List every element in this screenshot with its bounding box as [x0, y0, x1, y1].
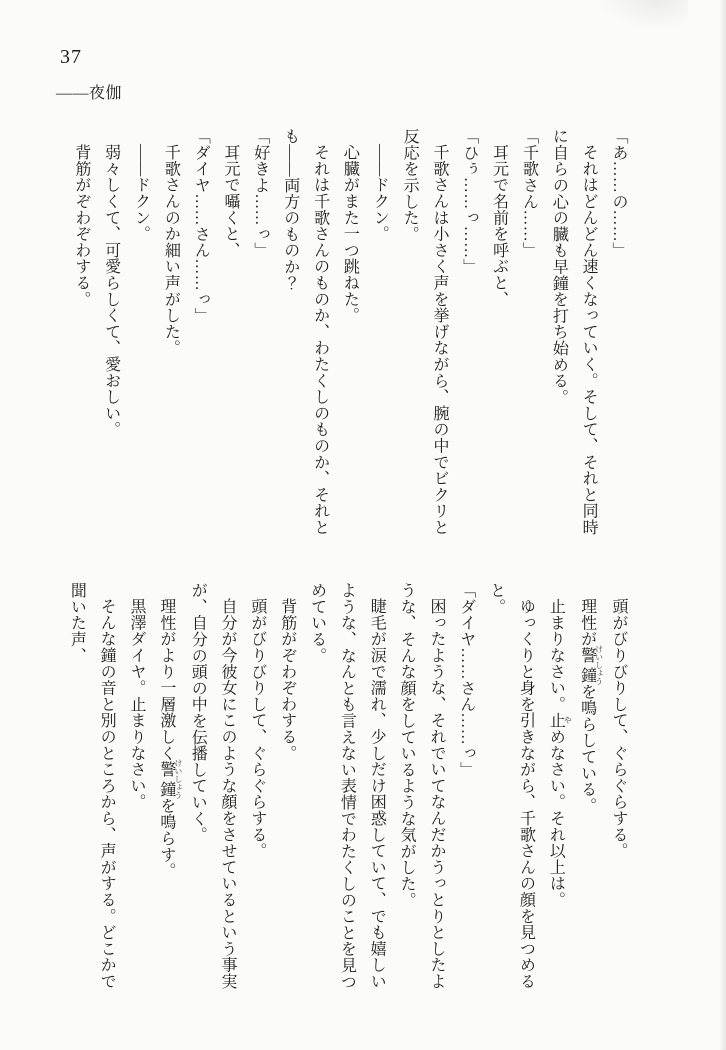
- narration-paragraph: 背筋がぞわぞわする。: [72, 144, 90, 307]
- narration-paragraph: 理性が警鐘 けいしょうを鳴らしている。: [578, 598, 604, 814]
- narration-paragraph: 耳元で名前を呼ぶと、: [490, 144, 508, 307]
- chapter-running-title: ——夜伽: [56, 85, 123, 102]
- narration-paragraph: 睫毛が涙で濡れ、少しだけ困惑していて、でも嬉しいような、なんとも言えない表情でわたくしのことを見つめている。: [308, 582, 386, 990]
- furigana-ruby: 警鐘 けいしょう: [157, 759, 183, 800]
- furigana-ruby: 止 や: [547, 712, 573, 729]
- narration-paragraph: 止まりなさい。止 やめなさい。それ以上は。: [547, 598, 573, 908]
- narration-paragraph: 背筋がぞわぞわする。: [278, 598, 296, 761]
- text-band-lower: [66, 582, 633, 994]
- dialogue-paragraph: 「ダイヤ……さん……っ」: [457, 582, 475, 778]
- narration-paragraph: 理性がより一層激しく警鐘 けいしょうを鳴らす。: [157, 598, 183, 879]
- dialogue-paragraph: 「ダイヤ……さん……っ」: [192, 128, 210, 324]
- dialogue-paragraph: 「ひぅ……っ……」: [460, 128, 478, 275]
- scan-smudge-artifact: [598, 0, 688, 30]
- dialogue-paragraph: 「あ……の……」: [610, 128, 627, 259]
- dialogue-paragraph: 「千歌さん……」: [520, 128, 538, 259]
- narration-paragraph: それはどんどん速くなっていく。そして、それと同時に自らの心の臓も早鐘を打ち始める。: [550, 128, 598, 536]
- narration-paragraph: 頭がびりびりして、ぐらぐらする。: [248, 598, 266, 859]
- narration-paragraph: 黒澤ダイヤ。止まりなさい。: [128, 598, 145, 810]
- page-number: 37: [60, 46, 82, 68]
- narration-paragraph: そんな鐘の音と別のところから、声がする。どこかで聞いた声、: [68, 582, 116, 990]
- narration-paragraph: 耳元で囁くと、: [222, 144, 240, 259]
- narration-paragraph: 千歌さんのか細い声がした。: [162, 144, 180, 356]
- scan-edge-artifact: [719, 0, 726, 1050]
- dialogue-paragraph: 「好きよ……っ」: [251, 128, 269, 259]
- narration-paragraph: 心臓がまた一つ跳ねた。: [341, 144, 359, 324]
- narration-paragraph: 自分が今彼女にこのような顔をさせているという事実が、自分の頭の中を伝播していく。: [189, 582, 237, 990]
- text-band-upper: [66, 128, 633, 540]
- narration-paragraph: 頭がびりびりして、ぐらぐらする。: [610, 598, 627, 859]
- narration-paragraph: ——ドクン。: [132, 144, 150, 242]
- narration-paragraph: 千歌さんは小さく声を挙げながら、腕の中でビクリと反応を示した。: [401, 128, 448, 536]
- narration-paragraph: ゆっくりと身を引きながら、千歌さんの顔を見つめると。: [487, 582, 535, 990]
- narration-paragraph: ——ドクン。: [371, 144, 389, 242]
- furigana-ruby: 警鐘 けいしょう: [578, 645, 604, 686]
- narration-paragraph: 困ったような、それでいてなんだかうっとりとしたような、そんな顔をしているような気がした。: [398, 582, 445, 990]
- narration-paragraph: 弱々しくて、可愛らしくて、愛おしい。: [102, 144, 120, 438]
- narration-paragraph: それは千歌さんのものか、わたくしのものか、それとも——両方のものか？: [281, 128, 329, 536]
